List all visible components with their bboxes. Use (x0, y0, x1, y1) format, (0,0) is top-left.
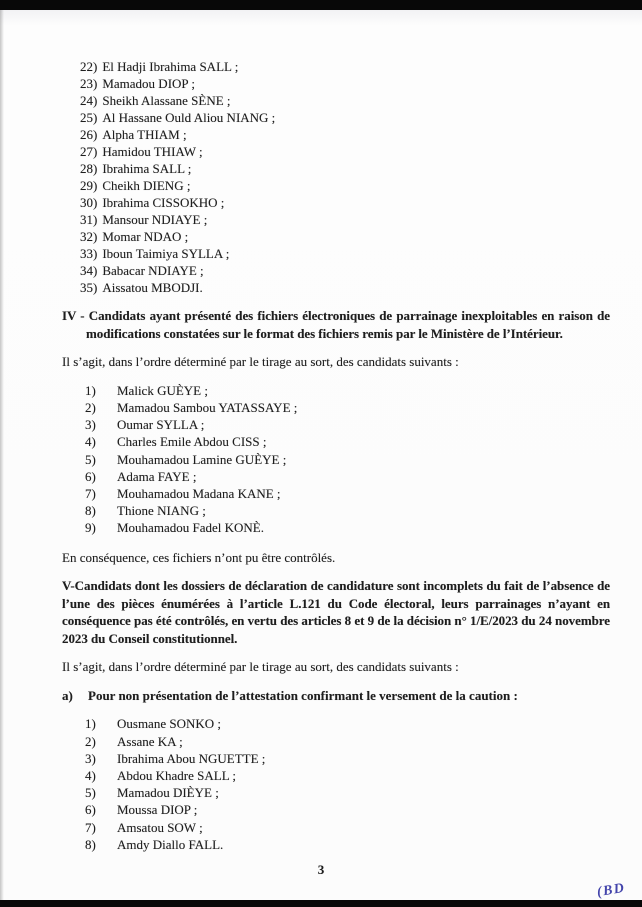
photo-edge-bottom (0, 900, 642, 907)
item-number: 1) (85, 716, 96, 732)
candidate-name: Mamadou Sambou YATASSAYE ; (117, 399, 298, 415)
candidate-list-item (85, 836, 610, 853)
section-v-intro: Il s’agit, dans l’ordre déterminé par le tirage au sort, des candidats suivants : (62, 659, 459, 675)
item-number: 23) (80, 76, 98, 91)
candidate-list-item (85, 750, 610, 767)
candidate-list-item (85, 433, 610, 450)
item-number: 3) (85, 750, 96, 766)
candidate-name: Momar NDAO ; (102, 229, 189, 244)
item-number: 25) (80, 110, 98, 125)
item-number: 1) (85, 382, 96, 398)
section-v-sub-a-candidate-list (62, 715, 610, 853)
candidate-list-item (85, 819, 610, 836)
candidate-list-item (85, 468, 610, 485)
section-iv-heading: IV - Candidats ayant présenté des fichiers électroniques de parrainage inexploitables en raison de modifications constatées sur le format des fichiers remis par le Ministère de l’Intérieur. (62, 308, 610, 341)
candidate-name: Adama FAYE ; (117, 468, 197, 484)
item-number: 30) (80, 195, 98, 210)
candidate-name: El Hadji Ibrahima SALL ; (102, 59, 239, 74)
candidate-name: Oumar SYLLA ; (117, 417, 205, 433)
item-number: 24) (80, 93, 98, 108)
candidate-name: Mamadou DIÈYE ; (117, 785, 219, 801)
candidate-list-item (85, 399, 610, 416)
item-number: 29) (80, 178, 98, 193)
candidate-name: Alpha THIAM ; (102, 127, 187, 142)
item-number: 5) (85, 785, 96, 801)
candidate-list-item (85, 451, 610, 468)
candidate-list-item (85, 733, 610, 750)
item-number: 32) (80, 229, 98, 244)
candidate-list-item (85, 767, 610, 784)
item-number: 7) (85, 485, 96, 501)
sub-a-label: a) (62, 687, 73, 703)
candidate-list-item (85, 784, 610, 801)
item-number: 7) (85, 819, 96, 835)
item-number: 35) (80, 280, 98, 295)
item-number: 34) (80, 263, 98, 278)
item-number: 2) (85, 399, 96, 415)
item-number: 22) (80, 59, 98, 74)
item-number: 9) (85, 520, 96, 536)
candidate-name: Mouhamadou Lamine GUÈYE ; (117, 451, 287, 467)
candidate-name: Thione NIANG ; (117, 503, 206, 519)
item-number: 6) (85, 468, 96, 484)
candidate-list-item (80, 126, 610, 143)
page-number: 3 (317, 862, 325, 877)
candidate-list-item (80, 92, 610, 109)
candidate-list-item (85, 416, 610, 433)
item-number: 27) (80, 144, 98, 159)
candidate-list-item (80, 75, 610, 92)
candidate-list-item (80, 211, 610, 228)
candidate-list-item (80, 194, 610, 211)
item-number: 2) (85, 733, 96, 749)
candidate-list-item (80, 262, 610, 279)
candidate-name: Abdou Khadre SALL ; (117, 768, 237, 783)
candidate-name: Amsatou SOW ; (117, 819, 203, 835)
candidate-name: Malick GUÈYE ; (117, 382, 208, 398)
candidate-list-item (80, 279, 610, 296)
candidate-name: Ibrahima Abou NGUETTE ; (117, 750, 266, 766)
candidate-list-item (80, 160, 610, 177)
item-number: 8) (85, 836, 96, 852)
section-iv-conclusion: En conséquence, ces fichiers n’ont pu être contrôlés. (62, 549, 336, 565)
candidate-name: Ibrahima CISSOKHO ; (102, 195, 225, 210)
candidate-name: Babacar NDIAYE ; (102, 263, 204, 278)
candidate-list-item (80, 143, 610, 160)
candidate-name: Iboun Taimiya SYLLA ; (102, 246, 230, 261)
item-number: 33) (80, 246, 98, 261)
candidate-list-item (80, 109, 610, 126)
section-iv-intro: Il s’agit, dans l’ordre déterminé par le tirage au sort, des candidats suivants : (62, 354, 459, 370)
item-number: 3) (85, 417, 96, 433)
candidate-name: Mouhamadou Madana KANE ; (117, 485, 281, 501)
candidate-name: Amdy Diallo FALL. (117, 836, 224, 852)
candidate-list-item (80, 245, 610, 262)
section-v-heading: V-Candidats dont les dossiers de déclaration de candidature sont incomplets du fait de l’absence de l’une des pièces énumérées à l’article L.121 du Code électoral, leurs parrainages n’ayant en conséquence pas été contrôlés, en vertu des articles 8 et 9 de la décision n° 1/E/2023 du 24 novembre 2023 du Conseil constitutionnel. (62, 578, 610, 646)
candidate-list-item (80, 228, 610, 245)
candidate-list-item (80, 58, 610, 75)
item-number: 31) (80, 212, 98, 227)
document-page (0, 10, 642, 900)
candidate-name: Hamidou THIAW ; (102, 144, 203, 159)
candidate-name: Ousmane SONKO ; (117, 716, 221, 732)
candidate-list-item (85, 382, 610, 399)
section-v-sub-a-heading (62, 687, 610, 705)
candidate-name: Cheikh DIENG ; (102, 178, 191, 193)
candidate-name: Mansour NDIAYE ; (102, 212, 208, 227)
candidate-list-item (85, 485, 610, 502)
candidate-list-item (85, 519, 610, 536)
item-number: 6) (85, 802, 96, 818)
item-number: 8) (85, 503, 96, 519)
handwritten-initials: (BD (596, 880, 627, 901)
candidate-list-continuation (62, 58, 610, 296)
photo-edge-top (0, 0, 642, 10)
candidate-name: Moussa DIOP ; (117, 802, 198, 818)
candidate-list-item (80, 177, 610, 194)
sub-a-title: Pour non présentation de l’attestation confirmant le versement de la caution : (88, 687, 518, 703)
candidate-name: Mouhamadou Fadel KONÈ. (117, 520, 264, 536)
candidate-list-item (85, 502, 610, 519)
candidate-name: Aissatou MBODJI. (102, 280, 203, 295)
candidate-name: Ibrahima SALL ; (102, 161, 192, 176)
candidate-list-item (85, 801, 610, 818)
section-iv-candidate-list (62, 382, 610, 537)
item-number: 28) (80, 161, 98, 176)
item-number: 26) (80, 127, 98, 142)
candidate-name: Mamadou DIOP ; (102, 76, 196, 91)
candidate-name: Assane KA ; (117, 733, 183, 749)
item-number: 4) (85, 434, 96, 450)
item-number: 4) (85, 768, 96, 783)
candidate-name: Charles Emile Abdou CISS ; (117, 434, 267, 450)
item-number: 5) (85, 451, 96, 467)
candidate-name: Sheikh Alassane SÈNE ; (102, 93, 231, 108)
candidate-list-item (85, 715, 610, 732)
candidate-name: Al Hassane Ould Aliou NIANG ; (102, 110, 276, 125)
